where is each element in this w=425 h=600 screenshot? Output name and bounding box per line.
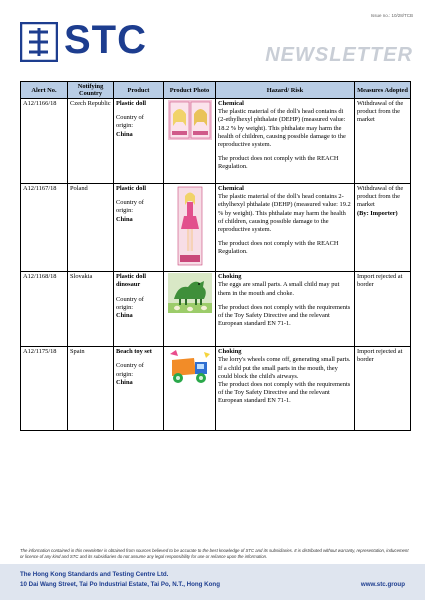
origin-country: China <box>116 312 133 320</box>
hazard-title: Choking <box>218 348 242 356</box>
table-row <box>21 347 411 431</box>
measures-text: Import rejected at border <box>357 348 403 364</box>
product-cell <box>114 184 164 272</box>
hazard-title: Choking <box>218 273 242 281</box>
hazard-cell <box>216 347 355 431</box>
measures-cell <box>355 99 411 184</box>
compliance-text: The product does not comply with the requirements of the Toy Safety Directive and the relevant European standard EN 71-1. <box>218 303 351 328</box>
alert-no: A12/1175/18 <box>21 347 68 431</box>
hazard-cell <box>216 184 355 272</box>
logo-text: STC <box>64 18 147 62</box>
measures-cell <box>355 184 411 272</box>
product-photo-cell <box>164 272 216 347</box>
origin-country: China <box>116 215 133 223</box>
hazard-cell <box>216 272 355 347</box>
measures-text: Withdrawal of the product from the market <box>357 100 404 124</box>
header-measures-adopted: Measures Adopted <box>355 82 411 99</box>
alerts-table <box>20 81 411 431</box>
compliance-text: The product does not comply with the REACH Regulation. <box>218 240 339 256</box>
product-photo-cell <box>164 99 216 184</box>
notifying-country: Poland <box>68 184 114 272</box>
origin-country: China <box>116 378 133 386</box>
footer-website-link[interactable]: www.stc.group <box>360 581 405 588</box>
measures-cell <box>355 347 411 431</box>
alert-no: A12/1167/18 <box>21 184 68 272</box>
hazard-title: Chemical <box>218 185 244 193</box>
product-name: Plastic doll <box>116 185 146 193</box>
measures-text: Import rejected at border <box>357 273 403 289</box>
newsletter-title: NEWSLETTER <box>265 44 413 66</box>
footer-address: 10 Dai Wang Street, Tai Po Industrial Estate, Tai Po, N.T., Hong Kong <box>20 581 220 588</box>
hazard-text: The plastic material of the doll's head contains 2-ethylhexyl phthalate (DEHP) (measured value: 19.2 % by weight). This phthalate may harm the health of children, causing possible damage to the reproductive system. <box>218 193 351 234</box>
table-row <box>21 272 411 347</box>
header-notifying-country: Notifying Country <box>68 82 114 99</box>
product-photo-cell <box>164 347 216 431</box>
origin-label: Country of origin: <box>116 295 144 311</box>
doll-box-photo <box>168 100 212 140</box>
origin-label: Country of origin: <box>116 362 144 378</box>
table-row <box>21 184 411 272</box>
product-name: Beach toy set <box>116 348 152 356</box>
table-header-row <box>21 82 411 99</box>
origin-country: China <box>116 130 133 138</box>
hazard-cell <box>216 99 355 184</box>
disclaimer: The information contained in this newsletter is obtained from sources believed to be accurate to the best knowledge of STC and its subsidiaries. It is distributed without warranty, representation, inducement or licence of any kind and STC and its subsidiaries do not assume any legal responsibility for use or reliance upon the information. <box>20 548 409 559</box>
product-cell <box>114 347 164 431</box>
hazard-text: The lorry's wheels come off, generating small parts. If a child put the small parts in the mouth, they could block the child's airways. <box>218 356 351 380</box>
doll-standing-photo <box>168 185 212 267</box>
measures-cell <box>355 272 411 347</box>
compliance-text: The product does not comply with the REACH Regulation. <box>218 155 339 171</box>
notifying-country: Spain <box>68 347 114 431</box>
origin-label: Country of origin: <box>116 114 144 130</box>
hazard-title: Chemical <box>218 100 244 108</box>
measures-text: Withdrawal of the product from the market <box>357 185 404 209</box>
product-cell <box>114 99 164 184</box>
dinosaur-toy-photo <box>168 273 212 313</box>
header-alert-no: Alert No. <box>21 82 68 99</box>
notifying-country: Slovakia <box>68 272 114 347</box>
origin-label: Country of origin: <box>116 199 144 215</box>
hazard-text: The plastic material of the doll's head contains di (2-ethylhexyl phthalate (DEHP) (measured value: 18.2 % by weight). This phthalate may harm the health of children, causing possible damage to the reproductive system. <box>218 108 346 149</box>
alert-no: A12/1166/18 <box>21 99 68 184</box>
header-product: Product <box>114 82 164 99</box>
stc-logo-mark-icon <box>20 22 58 62</box>
table-row <box>21 99 411 184</box>
product-name: Plastic doll <box>116 100 146 108</box>
stc-logo <box>20 18 180 66</box>
beach-toy-truck-photo <box>168 348 212 388</box>
footer-company: The Hong Kong Standards and Testing Centre Ltd. <box>20 571 169 578</box>
issue-number: Issue no.: 10/28/TCB <box>370 13 413 18</box>
header-product-photo: Product Photo <box>164 82 216 99</box>
alert-no: A12/1168/18 <box>21 272 68 347</box>
product-cell <box>114 272 164 347</box>
header-hazard-risk: Hazard/ Risk <box>216 82 355 99</box>
measures-by: (By: Importer) <box>357 209 398 217</box>
notifying-country: Czech Republic <box>68 99 114 184</box>
hazard-text: The eggs are small parts. A small child may put them in the mouth and choke. <box>218 281 340 297</box>
product-name: Plastic doll dinosaur <box>116 273 146 289</box>
product-photo-cell <box>164 184 216 272</box>
compliance-text: The product does not comply with the requirements of the Toy Safety Directive and the relevant European standard EN 71-1. <box>218 381 351 405</box>
